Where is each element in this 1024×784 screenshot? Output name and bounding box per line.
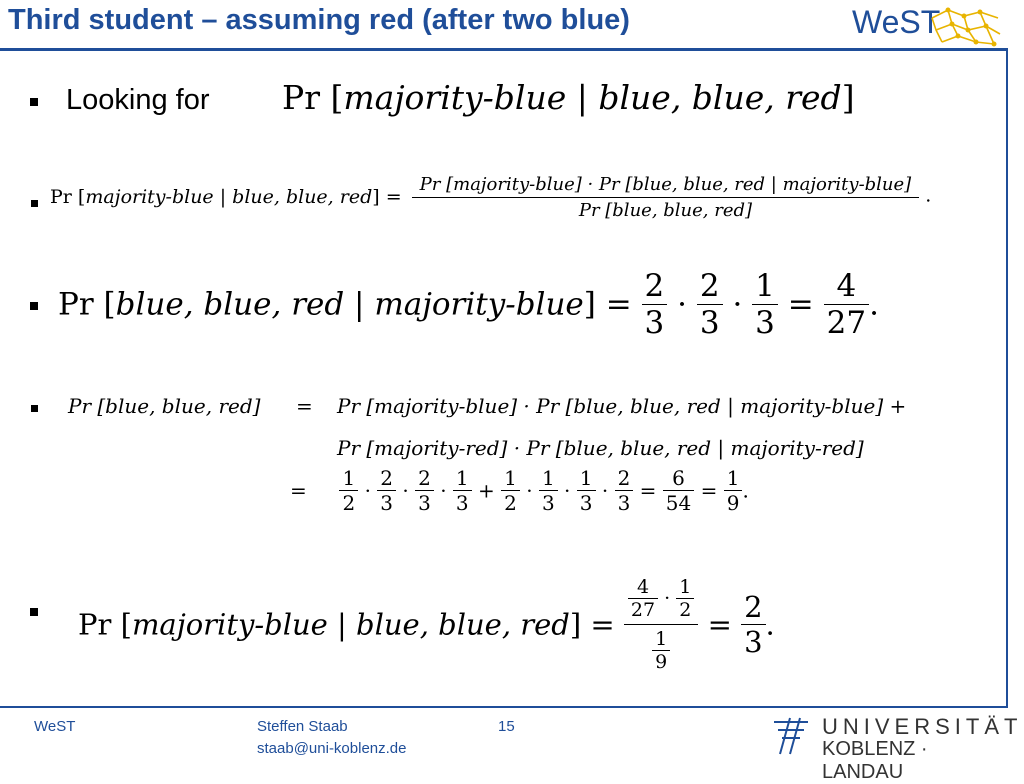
fraction-denominator: 3 [755, 305, 775, 341]
result-numerator: 6 [663, 466, 694, 491]
fraction-numerator: 2 [415, 466, 434, 491]
bayes-formula: Pr [majority-blue | blue, blue, red] = $\frac{\text{Pr [majority-blue] · Pr [blue, blue, red | majority-blue]}}{\text{Pr [blue, blue, red]}}$ . [50, 174, 932, 221]
equals-sign: = [290, 478, 307, 503]
posterior-expression: majority-blue | blue, blue, red [131, 607, 570, 642]
total-probability-line1: Pr [majority-blue] · Pr [blue, blue, red | majority-blue] + [337, 394, 907, 418]
result-denominator: 27 [826, 305, 867, 341]
fraction-denominator: 3 [455, 491, 469, 515]
fraction-denominator: 3 [644, 305, 665, 341]
result-numerator: 1 [724, 466, 743, 491]
fraction-numerator: 1 [652, 628, 670, 651]
fraction-numerator: 1 [501, 466, 520, 491]
fraction-numerator: 2 [615, 466, 634, 491]
fraction-numerator: 1 [752, 268, 778, 305]
west-logo-text: WeST [852, 4, 941, 40]
fraction-denominator: 3 [699, 305, 720, 341]
target-expression: majority-blue | blue, blue, red [343, 78, 842, 117]
fraction-numerator: 2 [642, 268, 668, 305]
fraction-numerator: 1 [453, 466, 472, 491]
fraction-numerator: 1 [339, 466, 358, 491]
total-probability-lhs [68, 394, 260, 418]
result-denominator: 54 [665, 491, 692, 515]
likelihood-expression: blue, blue, red | majority-blue [115, 286, 584, 323]
fraction-numerator: 1 [676, 576, 694, 599]
equals-sign: = [385, 185, 402, 208]
fraction-denominator: 2 [504, 491, 517, 515]
pr-operator: Pr [78, 607, 112, 642]
university-name-line2: KOBLENZ · LANDAU [822, 738, 928, 783]
university-emblem-icon [768, 714, 816, 758]
bullet-marker [30, 98, 38, 106]
posterior-majority-blue: Pr [majority-blue | blue, blue, red] = $\frac{4}{27}$ · $\frac{1}{2}$ $\frac{1}{9}$ = $\frac{2}{3}$ . [78, 576, 775, 673]
bullet-marker [30, 302, 38, 310]
fraction-denominator: 3 [541, 491, 555, 515]
equals-sign: = [296, 394, 313, 418]
bullet-marker [30, 608, 38, 616]
fraction-denominator: 3 [579, 491, 593, 515]
bayes-numerator: Pr [majority-blue] · Pr [blue, blue, red | majority-blue] [412, 172, 920, 198]
university-name-line1: UNIVERSITÄT [822, 714, 1023, 739]
slide-title: Third student – assuming red (after two blue) [8, 4, 630, 36]
fraction-denominator: 2 [679, 599, 692, 621]
pr-operator: Pr [58, 286, 94, 323]
looking-for-label: Looking for [66, 84, 210, 116]
west-logo [846, 2, 1006, 48]
fraction-numerator: 1 [539, 466, 558, 491]
fraction-denominator: 2 [342, 491, 356, 515]
result-numerator: 4 [824, 268, 869, 305]
fraction-numerator: 2 [377, 466, 396, 491]
fraction-denominator: 9 [655, 651, 668, 673]
header-rule [0, 48, 1008, 51]
fraction-numerator: 4 [628, 576, 658, 599]
result-numerator: 2 [741, 590, 765, 625]
right-rule [1006, 48, 1008, 708]
fraction-denominator: 3 [380, 491, 394, 515]
bullet-marker [31, 200, 38, 207]
total-probability-expression: Pr [blue, blue, red] [68, 394, 261, 418]
page-number: 15 [498, 718, 515, 735]
pr-operator: Pr [50, 185, 72, 208]
footer-rule [0, 706, 1008, 708]
bullet-marker [31, 405, 38, 412]
fraction-denominator: 3 [418, 491, 431, 515]
total-probability-line2: Pr [majority-red] · Pr [blue, blue, red | majority-red] [337, 436, 864, 460]
bayes-denominator: Pr [blue, blue, red] [578, 200, 753, 221]
footer-email[interactable]: staab@uni-koblenz.de [257, 740, 407, 757]
result-denominator: 3 [744, 625, 763, 659]
web-graph-icon [928, 4, 1004, 48]
footer-author: Steffen Staab [257, 718, 348, 735]
result-denominator: 9 [726, 491, 740, 515]
fraction-numerator: 1 [577, 466, 596, 491]
fraction-denominator: 27 [630, 599, 656, 621]
pr-operator: Pr [282, 78, 320, 117]
fraction-denominator: 3 [617, 491, 631, 515]
target-probability: Pr [majority-blue | blue, blue, red] [282, 78, 855, 117]
bayes-lhs-expression: majority-blue | blue, blue, red [85, 185, 373, 208]
total-probability-line3: = $\frac{1}{2}$ · $\frac{2}{3}$ · $\frac{2}{3}$ · $\frac{1}{3}$ + $\frac{1}{2}$ · $\frac{1}{3}$ · $\frac{1}{3}$ · $\frac{2}{3}$ = $\frac{6}{54}$ = $\frac{1}{9}$ . [290, 466, 749, 515]
period: . [925, 184, 932, 207]
university-logo [768, 714, 1023, 783]
footer-org: WeST [34, 718, 76, 735]
likelihood-majority-blue: Pr [blue, blue, red | majority-blue] = $\frac{2}{3}$ · $\frac{2}{3}$ · $\frac{1}{3}$ = $\frac{4}{27}$ . [58, 268, 879, 341]
fraction-numerator: 2 [697, 268, 723, 305]
